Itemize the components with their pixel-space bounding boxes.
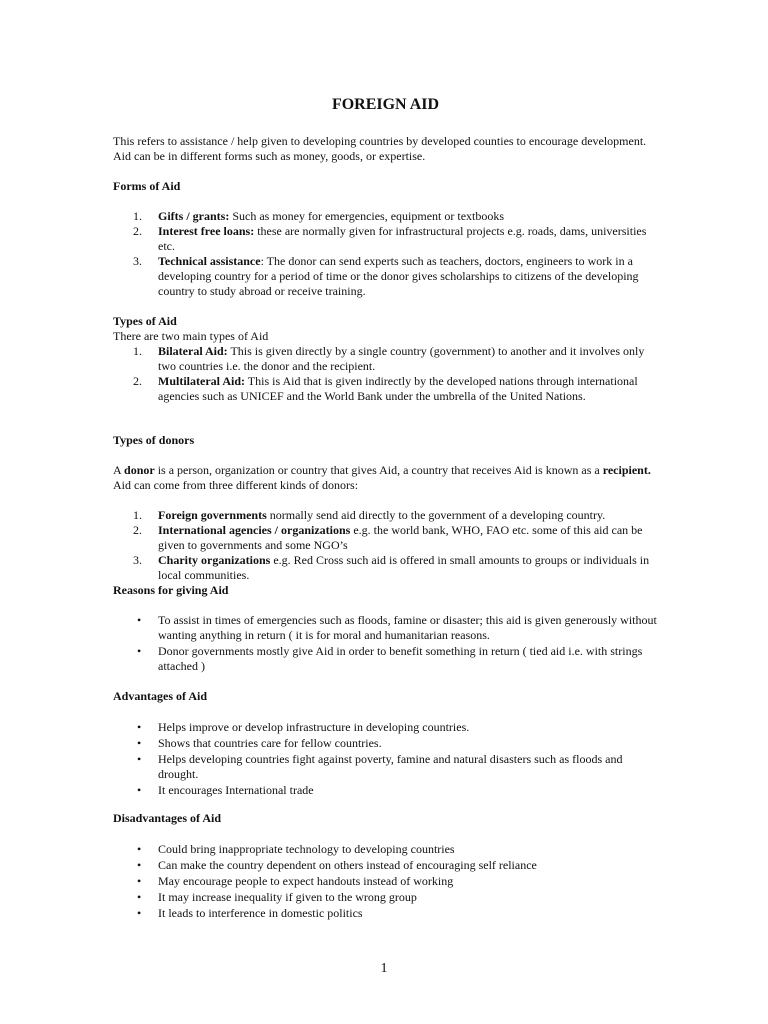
bullet: • — [137, 874, 142, 888]
advantages-heading: Advantages of Aid — [113, 689, 208, 703]
bullet: • — [137, 890, 142, 904]
list-item-term: Interest free loans: — [158, 224, 255, 238]
bullet: • — [137, 858, 142, 872]
disadvantages-list — [113, 842, 658, 921]
list-item-text: Donor governments mostly give Aid in order to benefit something in return ( tied aid i.e. with strings attached ) — [158, 644, 643, 673]
list-item-text: Shows that countries care for fellow countries. — [158, 736, 382, 750]
list-marker: 2. — [133, 224, 142, 238]
list-item-text: Could bring inappropriate technology to developing countries — [158, 842, 455, 856]
document-title: FOREIGN AID — [331, 96, 440, 113]
list-marker: 2. — [133, 523, 142, 537]
list-item — [113, 720, 658, 736]
advantages-list — [113, 720, 658, 798]
bullet: • — [137, 720, 142, 734]
intro-paragraph: This refers to assistance / help given to developing countries by developed counties to encourage development. Aid can be in different forms such as money, goods, or expertise. — [113, 134, 647, 163]
list-marker: 1. — [133, 344, 142, 358]
list-item — [113, 224, 658, 254]
list-item — [113, 374, 658, 404]
list-item-text: May encourage people to expect handouts instead of working — [158, 874, 454, 888]
list-marker: 3. — [133, 254, 142, 268]
list-item-term: Technical assistance — [158, 254, 261, 268]
bullet: • — [137, 906, 142, 920]
list-item-term: Foreign governments — [158, 508, 267, 522]
donor-term: donor — [124, 463, 155, 477]
list-marker: 1. — [133, 209, 142, 223]
list-item-text: It encourages International trade — [158, 783, 314, 797]
forms-heading: Forms of Aid — [113, 179, 181, 193]
donors-paragraph-text: A — [113, 463, 125, 477]
forms-list — [113, 209, 658, 299]
list-item-text: This is given directly by a single country (government) to another and it involves only two countries i.e. the donor and the recipient. — [158, 344, 645, 373]
list-item — [113, 613, 658, 644]
types-list — [113, 344, 658, 404]
list-item — [113, 783, 658, 798]
reasons-heading: Reasons for giving Aid — [113, 583, 229, 597]
list-item — [113, 523, 658, 553]
bullet: • — [137, 644, 142, 658]
page-number: 1 — [380, 961, 388, 976]
list-marker: 1. — [133, 508, 142, 522]
list-item — [113, 858, 658, 874]
donors-paragraph-text: Aid can come from three different kinds of donors: — [113, 478, 359, 492]
reasons-list — [113, 613, 658, 674]
donors-heading: Types of donors — [113, 433, 195, 447]
bullet: • — [137, 842, 142, 856]
list-marker: 2. — [133, 374, 142, 388]
list-item-term: International agencies / organizations — [158, 523, 351, 537]
list-item-text: Can make the country dependent on others instead of encouraging self reliance — [158, 858, 537, 872]
bullet: • — [137, 752, 142, 766]
list-item — [113, 842, 658, 858]
list-item-text: It may increase inequality if given to the wrong group — [158, 890, 417, 904]
list-item — [113, 553, 658, 583]
types-lead: There are two main types of Aid — [113, 329, 269, 343]
list-item-text: Helps improve or develop infrastructure in developing countries. — [158, 720, 470, 734]
bullet: • — [137, 783, 142, 797]
list-item — [113, 906, 658, 921]
list-item-term: Charity organizations — [158, 553, 271, 567]
list-item-text: It leads to interference in domestic politics — [158, 906, 363, 920]
list-item-term: Multilateral Aid: — [158, 374, 245, 388]
donors-paragraph-text: is a person, organization or country that gives Aid, a country that receives Aid is known as a — [154, 463, 603, 477]
list-item-text: e.g. Red Cross such aid is offered in small amounts to groups or individuals in local communities. — [158, 553, 650, 582]
list-item-text: Such as money for emergencies, equipment or textbooks — [229, 209, 505, 223]
list-item-text: normally send aid directly to the government of a developing country. — [266, 508, 606, 522]
donors-list — [113, 508, 658, 583]
list-item — [113, 644, 658, 674]
list-item — [113, 752, 658, 783]
donors-paragraph — [113, 463, 658, 493]
disadvantages-heading: Disadvantages of Aid — [113, 811, 222, 825]
list-item — [113, 209, 658, 224]
list-item-text: Helps developing countries fight against poverty, famine and natural disasters such as floods and drought. — [158, 752, 623, 781]
list-item — [113, 890, 658, 906]
list-item — [113, 254, 658, 299]
list-item-text: these are normally given for infrastructural projects e.g. roads, dams, universities etc. — [158, 224, 647, 253]
bullet: • — [137, 736, 142, 750]
list-item-text: : The donor can send experts such as teachers, doctors, engineers to work in a developing country for a period of time or the donor gives scholarships to citizens of the developing country to study abroad or receive training. — [158, 254, 639, 298]
types-heading: Types of Aid — [113, 314, 177, 328]
list-item — [113, 344, 658, 374]
list-item — [113, 874, 658, 890]
list-item-text: To assist in times of emergencies such as floods, famine or disaster; this aid is given generously without wanting anything in return ( it is for moral and humanitarian reasons. — [158, 613, 657, 642]
list-item-text: e.g. the world bank, WHO, FAO etc. some of this aid can be given to governments and some NGO’s — [158, 523, 643, 552]
list-marker: 3. — [133, 553, 142, 567]
list-item-term: Gifts / grants: — [158, 209, 230, 223]
recipient-term: recipient. — [602, 463, 651, 477]
list-item — [113, 508, 658, 523]
list-item-text: This is Aid that is given indirectly by the developed nations through international agencies such as UNICEF and the World Bank under the umbrella of the United Nations. — [158, 374, 638, 403]
list-item-term: Bilateral Aid: — [158, 344, 228, 358]
bullet: • — [137, 613, 142, 627]
list-item — [113, 736, 658, 752]
